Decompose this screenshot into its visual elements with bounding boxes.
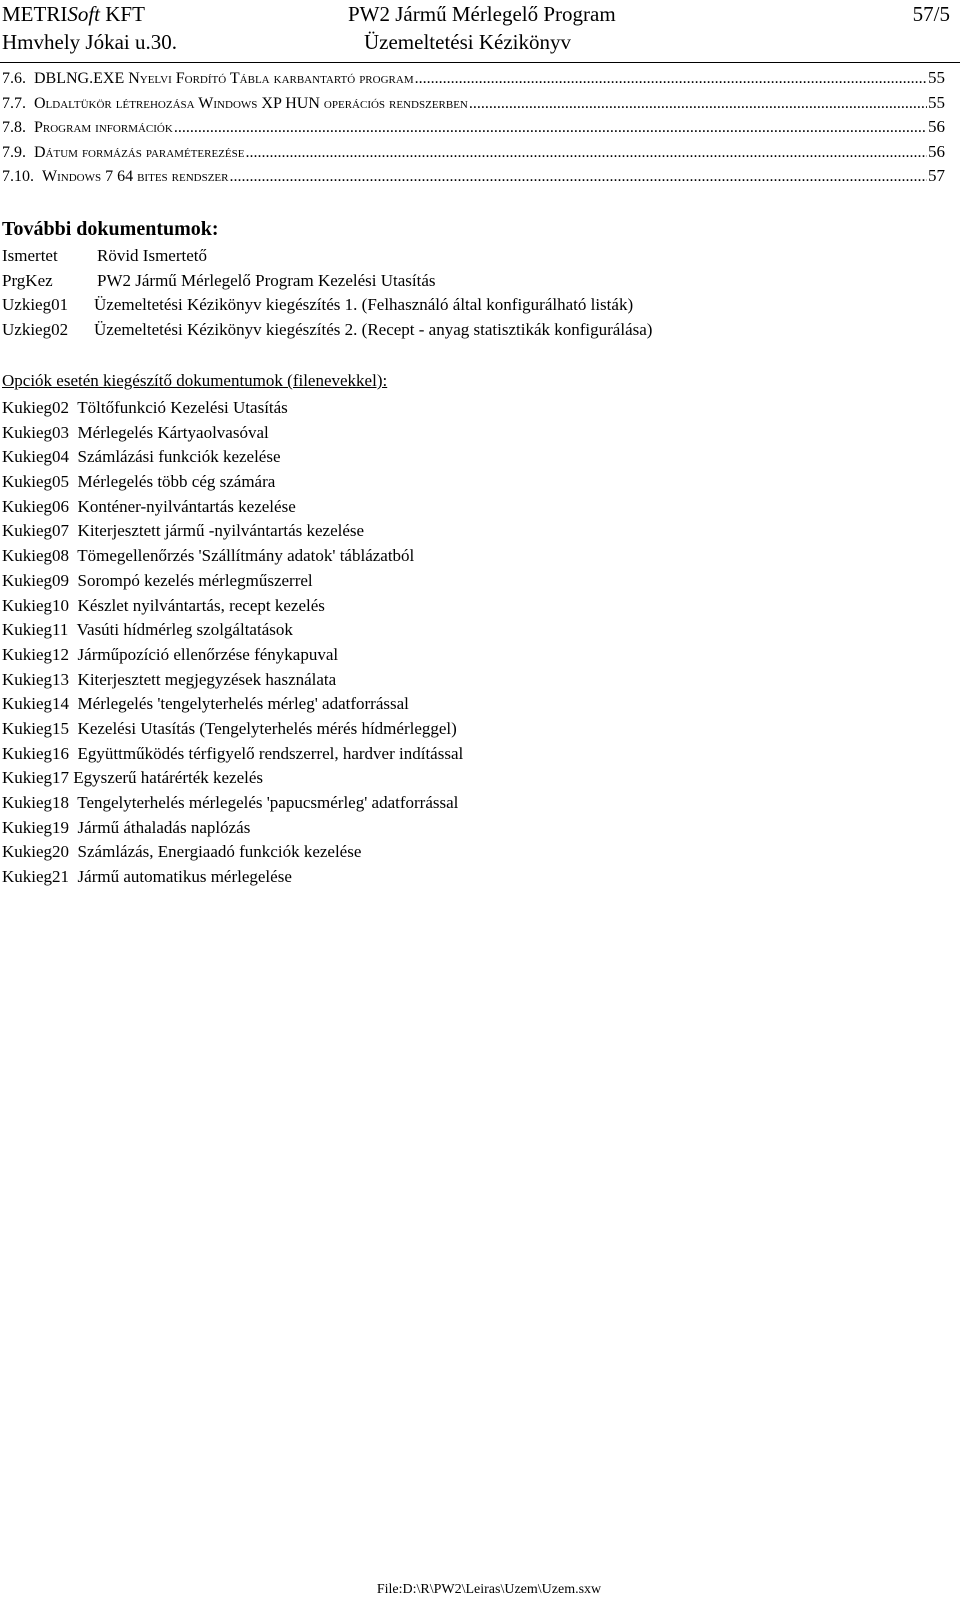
header-divider [0, 62, 960, 63]
toc-entry[interactable] [2, 91, 958, 116]
doc-description: PW2 Jármű Mérlegelő Program Kezelési Utasítás [97, 270, 436, 290]
option-description: Jármű áthaladás naplózás [77, 817, 251, 837]
toc-entry[interactable] [2, 164, 958, 189]
option-code: Kukieg17 [2, 768, 70, 788]
list-item [2, 717, 463, 742]
toc-number: 7.7. [2, 94, 26, 112]
list-item [2, 293, 652, 318]
option-code: Kukieg19 [2, 817, 70, 837]
toc-number: 7.6. [2, 70, 26, 87]
toc-page: 55 [928, 92, 945, 112]
option-description: Együttműködés térfigyelő rendszerrel, hardver indítással [77, 743, 464, 763]
doc-description: Üzemeltetési Kézikönyv kiegészítés 2. (Recept - anyag statisztikák konfigurálása) [94, 320, 653, 340]
list-item [2, 495, 463, 520]
header-center [348, 0, 688, 56]
option-code: Kukieg09 [2, 570, 70, 590]
toc-leader [469, 92, 927, 117]
toc-page: 56 [928, 141, 945, 161]
doc-description: Üzemeltetési Kézikönyv kiegészítés 1. (Felhasználó által konfigurálható listák) [94, 295, 634, 315]
toc-entry[interactable] [2, 66, 958, 91]
list-item [2, 668, 463, 693]
list-item [2, 569, 463, 594]
options-heading: Opciók esetén kiegészítő dokumentumok (filenevekkel): [2, 371, 388, 390]
option-description: Egyszerű határérték kezelés [73, 768, 264, 788]
option-code: Kukieg21 [2, 867, 70, 887]
toc-leader [245, 141, 927, 166]
list-item [2, 445, 463, 470]
option-code: Kukieg08 [2, 546, 70, 566]
toc-title: Windows 7 64 bites rendszer [42, 168, 229, 185]
options-list [2, 396, 463, 890]
option-code: Kukieg10 [2, 595, 70, 615]
toc-entry[interactable] [2, 115, 958, 140]
list-item [2, 421, 463, 446]
option-description: Készlet nyilvántartás, recept kezelés [77, 595, 325, 615]
toc-entry[interactable] [2, 140, 958, 165]
page-number: 57/5 [912, 2, 950, 26]
option-description: Kezelési Utasítás (Tengelyterhelés mérés hídmérleggel) [77, 718, 457, 738]
option-code: Kukieg11 [2, 620, 69, 640]
toc-title: Oldaltükör létrehozása Windows XP HUN operációs rendszerben [34, 94, 468, 112]
option-description: Mérlegelés Kártyaolvasóval [77, 422, 269, 442]
program-title: PW2 Jármű Mérlegelő Program [348, 2, 616, 26]
company-name: METRISoft KFT [2, 2, 145, 26]
list-item [2, 519, 463, 544]
page-header [0, 0, 960, 64]
list-item [2, 692, 463, 717]
list-item [2, 396, 463, 421]
option-code: Kukieg12 [2, 644, 70, 664]
table-of-contents [2, 66, 958, 189]
toc-number: 7.10. [2, 168, 34, 185]
option-description: Járműpozíció ellenőrzése fénykapuval [77, 644, 339, 664]
header-left [2, 0, 177, 56]
toc-number: 7.8. [2, 119, 26, 136]
option-code: Kukieg03 [2, 422, 70, 442]
doc-code: Ismertet [2, 246, 58, 265]
toc-leader [230, 165, 928, 190]
document-title: Üzemeltetési Kézikönyv [364, 30, 572, 54]
list-item [2, 791, 463, 816]
option-code: Kukieg18 [2, 793, 70, 812]
toc-title: Program információk [34, 119, 173, 136]
further-docs-heading: További dokumentumok: [2, 218, 219, 240]
list-item [2, 318, 652, 343]
option-description: Számlázás, Energiaadó funkciók kezelése [77, 842, 362, 862]
list-item [2, 816, 463, 841]
option-description: Mérlegelés 'tengelyterhelés mérleg' adatforrással [77, 694, 409, 714]
option-code: Kukieg13 [2, 669, 70, 689]
page-footer: File:D:\R\PW2\Leiras\Uzem\Uzem.sxw [376, 1582, 602, 1597]
option-code: Kukieg07 [2, 521, 70, 541]
further-docs-list [2, 244, 652, 343]
option-code: Kukieg05 [2, 472, 70, 492]
doc-code: Uzkieg02 [2, 320, 69, 340]
list-item [2, 643, 463, 668]
list-item [2, 618, 463, 643]
option-description: Konténer-nyilvántartás kezelése [77, 496, 296, 516]
list-item [2, 244, 652, 269]
company-address: Hmvhely Jókai u.30. [2, 30, 177, 54]
list-item [2, 840, 463, 865]
option-description: Kiterjesztett megjegyzések használata [77, 669, 337, 689]
option-description: Tömegellenőrzés 'Szállítmány adatok' táblázatból [77, 546, 415, 566]
option-code: Kukieg16 [2, 743, 70, 763]
list-item [2, 766, 463, 791]
list-item [2, 269, 652, 294]
option-description: Kiterjesztett jármű -nyilvántartás kezelése [77, 521, 365, 541]
option-description: Sorompó kezelés mérlegműszerrel [77, 570, 313, 590]
option-code: Kukieg04 [2, 447, 70, 467]
option-description: Mérlegelés több cég számára [77, 472, 276, 492]
option-code: Kukieg15 [2, 718, 70, 738]
list-item [2, 865, 463, 890]
toc-leader [174, 116, 927, 141]
option-code: Kukieg14 [2, 694, 70, 714]
option-code: Kukieg02 [2, 398, 70, 417]
toc-number: 7.9. [2, 143, 26, 161]
toc-leader [415, 67, 927, 92]
list-item [2, 742, 463, 767]
option-description: Tengelyterhelés mérlegelés 'papucsmérleg' adatforrással [77, 793, 459, 812]
doc-code: Uzkieg01 [2, 295, 69, 315]
toc-page: 56 [928, 117, 945, 136]
option-code: Kukieg06 [2, 496, 70, 516]
option-description: Jármű automatikus mérlegelése [77, 867, 292, 887]
option-description: Töltőfunkció Kezelési Utasítás [77, 398, 288, 417]
list-item [2, 594, 463, 619]
option-description: Vasúti hídmérleg szolgáltatások [76, 620, 293, 640]
toc-page: 55 [928, 68, 945, 87]
doc-description: Rövid Ismertető [97, 246, 208, 265]
toc-page: 57 [928, 166, 945, 185]
doc-code: PrgKez [2, 270, 53, 290]
toc-title: Dátum formázás paraméterezése [34, 143, 245, 161]
list-item [2, 544, 463, 569]
list-item [2, 470, 463, 495]
option-description: Számlázási funkciók kezelése [77, 447, 281, 467]
option-code: Kukieg20 [2, 842, 70, 862]
toc-title: DBLNG.EXE Nyelvi Fordító Tábla karbantartó program [34, 70, 414, 87]
